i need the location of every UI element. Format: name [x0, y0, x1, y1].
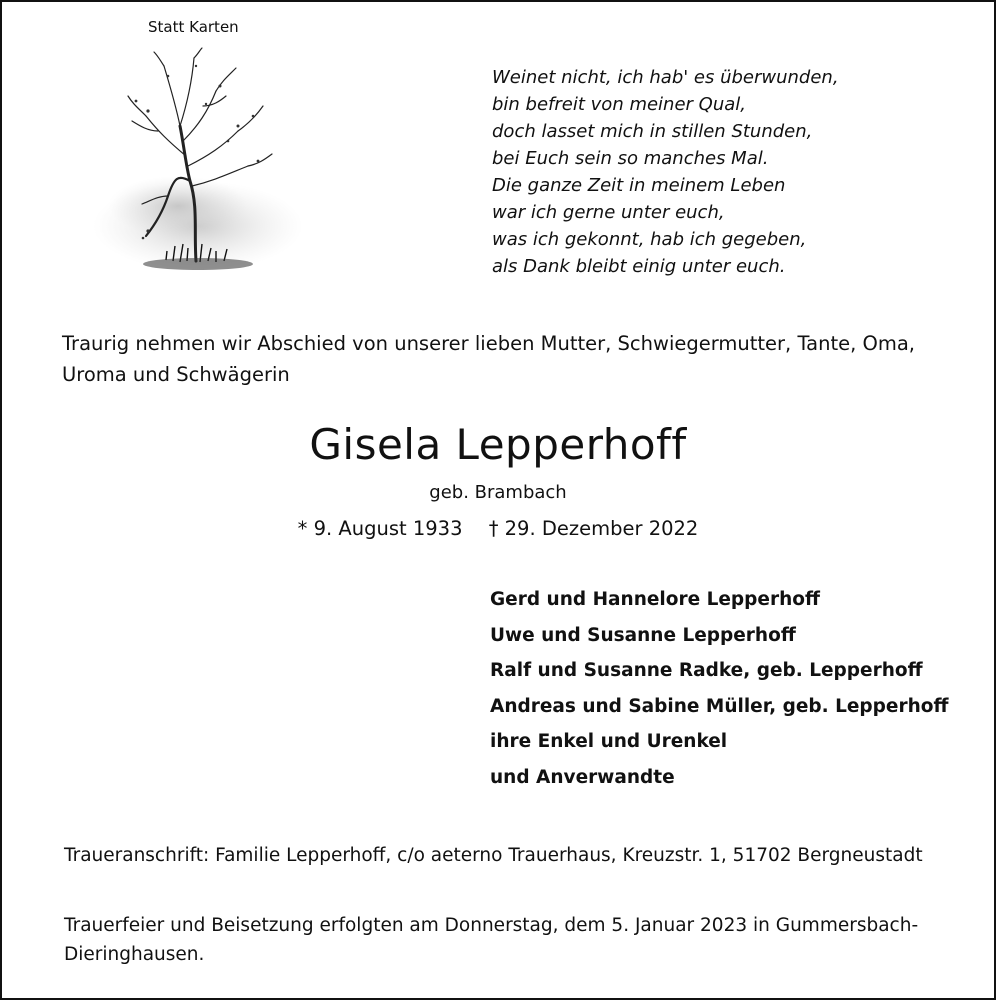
intro-text: Traurig nehmen wir Abschied von unserer lieben Mutter, Schwiegermutter, Tante, Oma, Uroma und Schwägerin — [62, 332, 915, 386]
poem-line: doch lasset mich in stillen Stunden, — [492, 121, 813, 142]
birth-date: * 9. August 1933 — [297, 517, 463, 540]
family-member: Gerd und Hannelore Lepperhoff — [490, 589, 820, 610]
poem-line: bin befreit von meiner Qual, — [492, 94, 746, 115]
family-member: und Anverwandte — [490, 766, 675, 788]
poem — [492, 64, 839, 280]
service-info: Trauerfeier und Beisetzung erfolgten am Donnerstag, dem 5. Januar 2023 in Gummersbach-Dieringhausen. — [64, 915, 919, 965]
family-member: Ralf und Susanne Radke, geb. Lepperhoff — [490, 660, 923, 681]
maiden-name: geb. Brambach — [429, 482, 567, 503]
death-date: † 29. Dezember 2022 — [488, 517, 699, 540]
poem-line: Weinet nicht, ich hab' es überwunden, — [492, 67, 839, 88]
poem-line: Die ganze Zeit in meinem Leben — [492, 175, 786, 196]
poem-line: als Dank bleibt einig unter euch. — [492, 256, 786, 277]
family-member: Andreas und Sabine Müller, geb. Lepperhoff — [490, 695, 949, 717]
statt-karten-label: Statt Karten — [148, 18, 239, 36]
mourning-address: Traueranschrift: Familie Lepperhoff, c/o aeterno Trauerhaus, Kreuzstr. 1, 51702 Bergneustadt — [64, 845, 923, 866]
tree-illustration — [88, 46, 308, 286]
life-dates — [2, 517, 994, 540]
family-member: Uwe und Susanne Lepperhoff — [490, 624, 796, 646]
family-list — [490, 582, 948, 795]
poem-line: war ich gerne unter euch, — [492, 202, 725, 223]
poem-line: bei Euch sein so manches Mal. — [492, 148, 769, 169]
poem-line: was ich gekonnt, hab ich gegeben, — [492, 229, 807, 250]
family-member: ihre Enkel und Urenkel — [490, 731, 728, 752]
deceased-name: Gisela Lepperhoff — [309, 420, 687, 469]
